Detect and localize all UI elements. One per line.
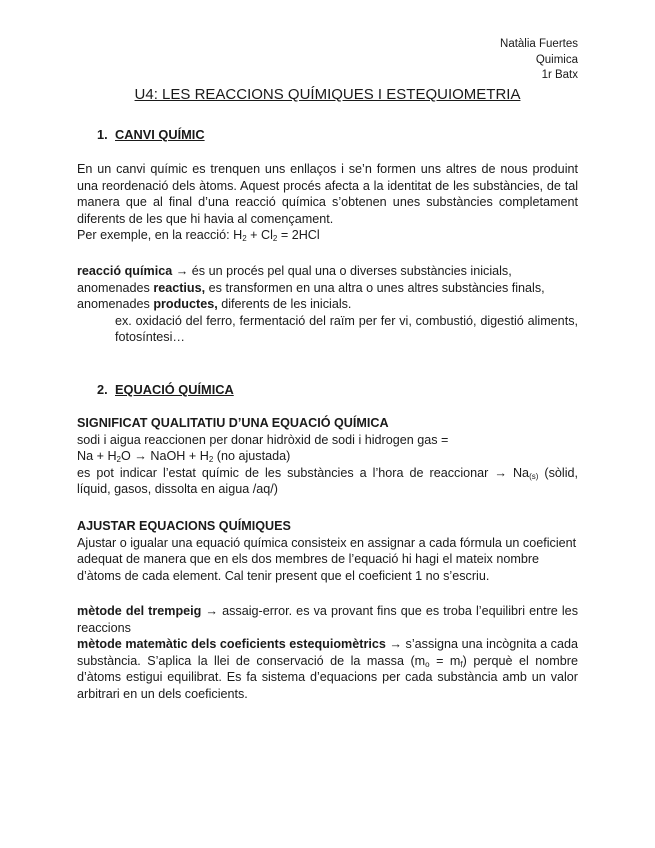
- section-1-number: 1.: [97, 127, 108, 142]
- sodium-equation: [77, 448, 578, 465]
- matematic-text: = m: [429, 653, 461, 668]
- equation-text: Na + H: [77, 449, 117, 464]
- section-2-number: 2.: [97, 382, 108, 397]
- qualitative-line: sodi i aigua reaccionen per donar hidròxid de sodi i hidrogen gas =: [77, 432, 449, 447]
- matematic-text: ) perquè el nombre d’àtoms estigui equilibrat. Es fa sistema d’equacions per cada substància amb un valor arbitrari en un dels coeficients.: [77, 653, 578, 701]
- reaction-example-text: = 2HCl: [277, 228, 320, 243]
- productes-term: productes,: [153, 297, 218, 312]
- subscript: (s): [529, 471, 539, 481]
- section-1-title: CANVI QUÍMIC: [115, 127, 205, 142]
- subscript: 2: [242, 234, 247, 244]
- subject-name: Quimica: [535, 53, 578, 66]
- state-paragraph: [77, 465, 578, 498]
- section-2-title: EQUACIÓ QUÍMICA: [115, 382, 234, 397]
- subscript: f: [460, 659, 463, 669]
- equation-text: O → NaOH + H: [121, 449, 209, 464]
- subscript: 2: [208, 455, 214, 465]
- subscript: o: [425, 659, 430, 669]
- methods-block: [77, 603, 578, 703]
- trempeig-text: → assaig-error. es va provant fins que es troba l’equilibri entre les reaccions: [77, 604, 578, 635]
- state-text: es pot indicar l’estat químic de les substàncies a l’hora de reaccionar → Na: [77, 465, 530, 480]
- definition-text: → és un procés pel qual una o diverses substàncies inicials, anomenades: [77, 264, 512, 295]
- section-1-paragraph-block: [77, 161, 578, 244]
- trempeig-paragraph: [77, 603, 578, 636]
- section-1-paragraph: En un canvi químic es trenquen uns enllaços i se’n formen uns altres de nous produint una reordenació dels àtoms. Aquest procés afecta a la identitat de les substàncies, de tal manera que al final d’una reacció química s’obtenen unes substàncies completament diferents de les que hi havia al començament.: [77, 162, 578, 226]
- examples-paragraph: ex. oxidació del ferro, fermentació del raïm per fer vi, combustió, digestió aliments, fotosíntesi…: [115, 313, 578, 345]
- definition-text: es transformen en una altra o unes altres substàncies finals, anomenades: [77, 280, 545, 312]
- adjust-paragraph: Ajustar o igualar una equació química consisteix en assignar a cada fórmula un coeficient adequat de manera que en els dos membres de l’equació hi hagi el mateix nombre d’àtoms de cada element. Cal tenir present que el coeficient 1 no s’escriu.: [77, 535, 577, 583]
- qualitative-block: [77, 415, 578, 498]
- author-name: Natàlia Fuertes: [500, 38, 578, 50]
- course-name: 1r Batx: [541, 69, 578, 81]
- document-header: [500, 37, 578, 84]
- document-title: U4: LES REACCIONS QUÍMIQUES I ESTEQUIOMETRIA: [134, 86, 521, 103]
- matematic-text: → s’assigna una incògnita a cada substància. S’aplica la llei de conservació de la massa (m: [77, 637, 578, 668]
- reaction-example: [77, 227, 578, 244]
- subscript: 2: [116, 455, 121, 465]
- definition-term: reacció química: [77, 264, 173, 278]
- qualitative-title: SIGNIFICAT QUALITATIU D’UNA EQUACIÓ QUÍMICA: [77, 416, 389, 430]
- section-2-heading: [97, 382, 234, 399]
- adjust-title: AJUSTAR EQUACIONS QUÍMIQUES: [77, 519, 291, 533]
- section-1-heading: [97, 127, 205, 144]
- reactius-term: reactius,: [153, 280, 206, 295]
- reaction-example-text: Per exemple, en la reacció: H: [77, 228, 243, 243]
- subscript: 2: [272, 234, 278, 244]
- matematic-term: mètode matemàtic dels coeficients estequiomètrics: [77, 637, 386, 652]
- state-text: (sòlid, líquid, gasos, dissolta en aigua /aq/): [77, 465, 579, 497]
- definition-text: diferents de les inicials.: [217, 297, 352, 312]
- reaction-example-text: + Cl: [246, 228, 273, 243]
- definition-paragraph: [77, 263, 578, 313]
- matematic-paragraph: [77, 636, 578, 702]
- trempeig-term: mètode del trempeig: [77, 604, 202, 618]
- equation-text: (no ajustada): [213, 449, 291, 464]
- adjust-block: [77, 518, 578, 584]
- definition-block: [77, 263, 578, 346]
